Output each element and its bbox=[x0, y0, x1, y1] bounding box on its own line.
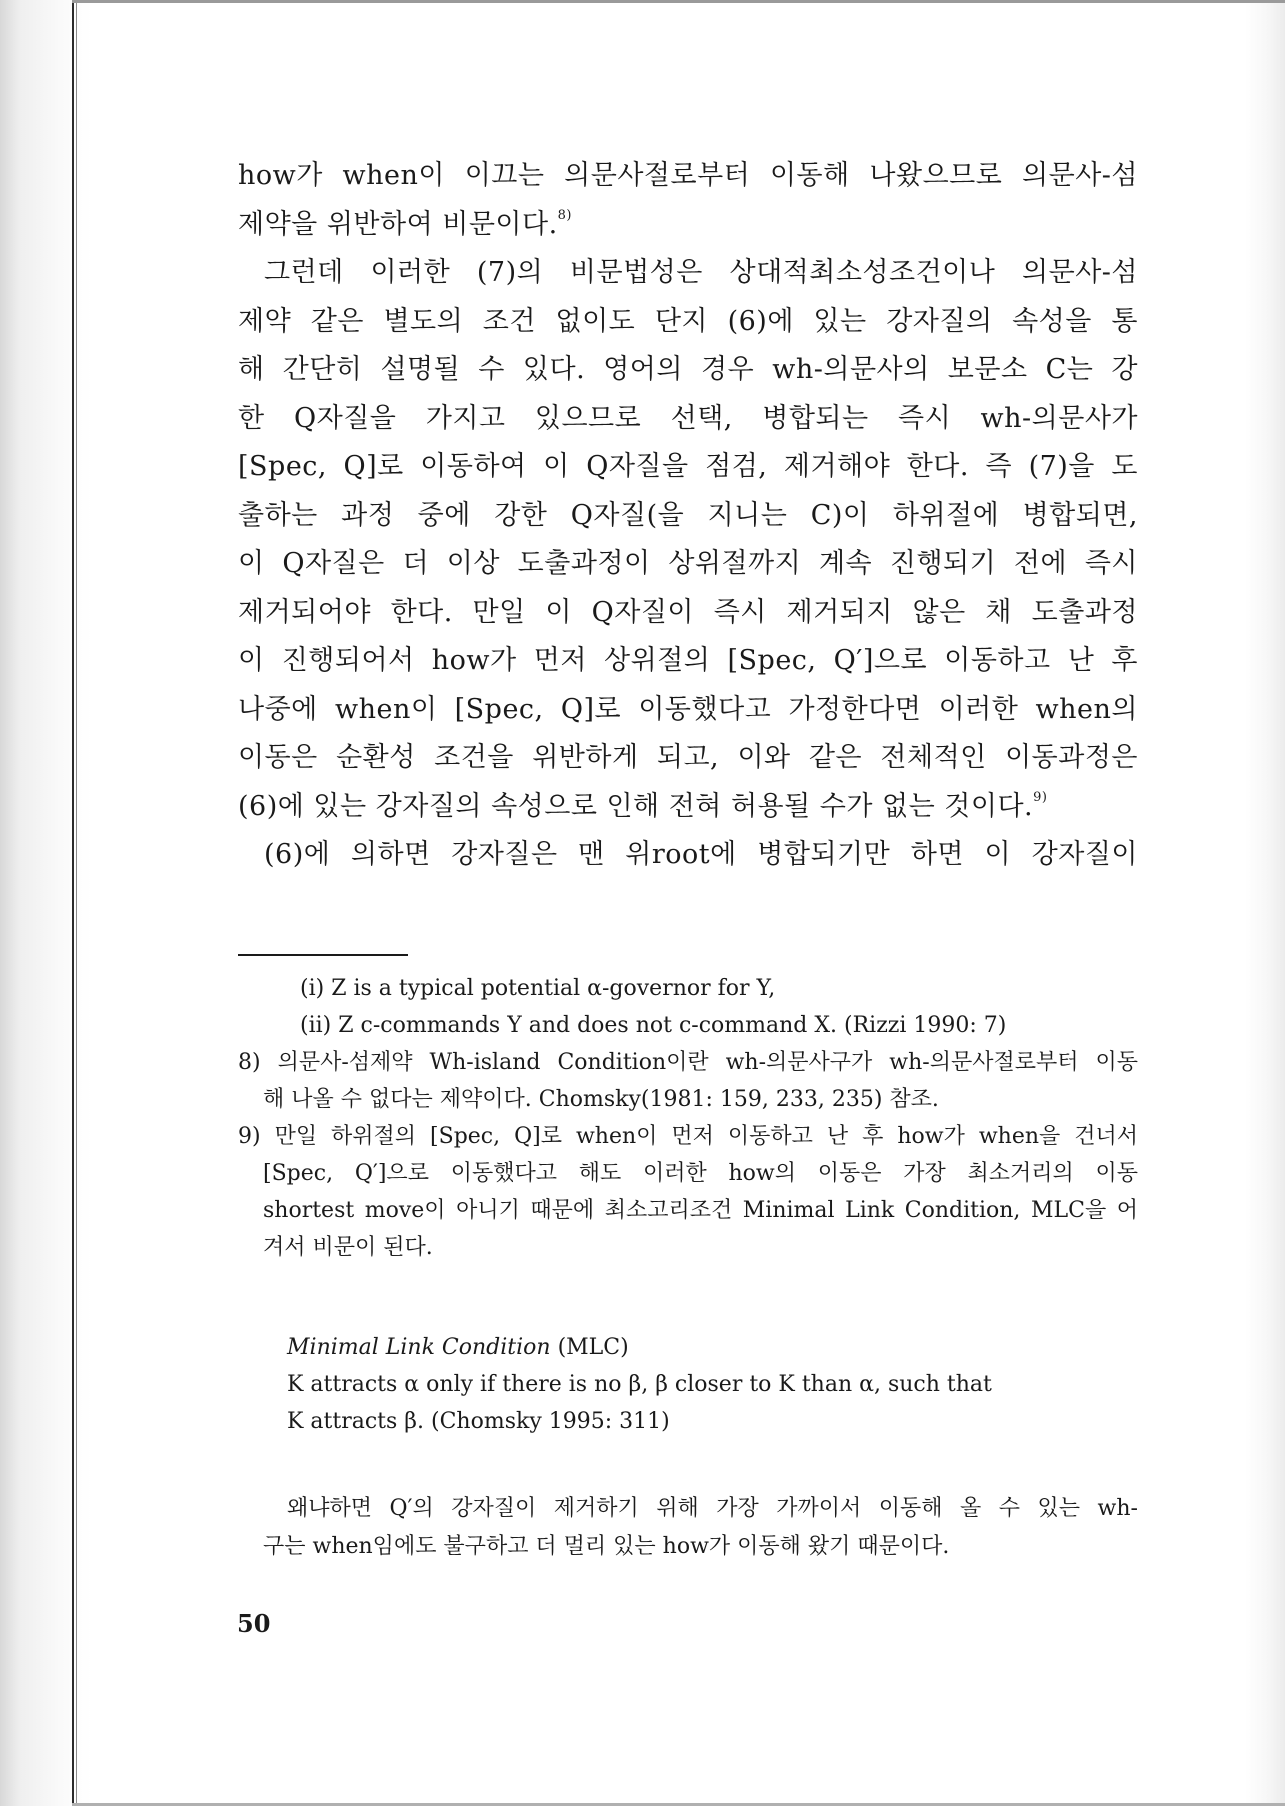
body-line: 이 Q자질은 더 이상 도출과정이 상위절까지 계속 진행되기 전에 즉시 bbox=[238, 548, 1138, 579]
footnote-8-cont: 해 나올 수 없다는 제약이다. Chomsky(1981: 159, 233, 235) 참조. bbox=[263, 1087, 939, 1112]
body-line: how가 when이 이끄는 의문사절로부터 이동해 나왔으므로 의문사-섬 bbox=[238, 160, 1138, 191]
mlc-title: Minimal Link Condition (MLC) bbox=[287, 1335, 629, 1360]
mlc-definition bbox=[287, 1329, 1067, 1440]
footnote-continuation-i: (i) Z is a typical potential α-governor for Y, bbox=[300, 976, 776, 1001]
footnote-9: 9) 만일 하위절의 [Spec, Q]로 when이 먼저 이동하고 난 후 how가 when을 건너서 bbox=[238, 1124, 1138, 1149]
footnote-9-cont: 겨서 비문이 된다. bbox=[263, 1235, 433, 1260]
body-line: (6)에 의하면 강자질은 맨 위root에 병합되기만 하면 이 강자질이 bbox=[264, 839, 1138, 870]
body-line: 해 간단히 설명될 수 있다. 영어의 경우 wh-의문사의 보문소 C는 강 bbox=[238, 354, 1138, 385]
page-edge-inner bbox=[76, 0, 77, 1806]
tail-line: 구는 when임에도 불구하고 더 멀리 있는 how가 이동해 왔기 때문이다. bbox=[263, 1534, 950, 1559]
footnotes bbox=[238, 970, 1138, 1266]
body-line: 그런데 이러한 (7)의 비문법성은 상대적최소성조건이나 의문사-섬 bbox=[264, 257, 1138, 288]
body-line: 출하는 과정 중에 강한 Q자질(을 지니는 C)이 하위절에 병합되면, bbox=[238, 499, 1138, 531]
footnote-mark-8[interactable]: 8) bbox=[557, 207, 572, 223]
body-line: [Spec, Q]로 이동하여 이 Q자질을 점검, 제거해야 한다. 즉 (7)을 도 bbox=[238, 451, 1138, 482]
body-line: 나중에 when이 [Spec, Q]로 이동했다고 가정한다면 이러한 when의 bbox=[238, 693, 1138, 725]
footnote-9-cont: shortest move이 아니기 때문에 최소고리조건 Minimal Link Condition, MLC을 어 bbox=[263, 1198, 1138, 1223]
footnote-mark-9[interactable]: 9) bbox=[1033, 789, 1048, 805]
page-gutter-shadow bbox=[0, 0, 92, 1806]
body-line: 제약을 위반하여 비문이다.$^{8)}$ bbox=[238, 207, 572, 240]
tail-line: 왜냐하면 Q′의 강자질이 제거하기 위해 가장 가까이서 이동해 올 수 있는 wh- bbox=[287, 1496, 1138, 1521]
page-number: 50 bbox=[237, 1609, 271, 1638]
footnote-rule bbox=[238, 954, 408, 956]
body-line: (6)에 있는 강자질의 속성으로 인해 전혀 허용될 수가 없는 것이다.$^{9)}$ bbox=[238, 789, 1048, 822]
footnote-9-cont: [Spec, Q′]으로 이동했다고 해도 이러한 how의 이동은 가장 최소거리의 이동 bbox=[263, 1161, 1138, 1186]
body-line: 한 Q자질을 가지고 있으므로 선택, 병합되는 즉시 wh-의문사가 bbox=[238, 402, 1138, 434]
page-edge bbox=[72, 0, 74, 1806]
page-top-edge bbox=[72, 0, 1285, 3]
body-text bbox=[238, 152, 1138, 880]
mlc-line: K attracts β. (Chomsky 1995: 311) bbox=[287, 1409, 670, 1434]
body-line: 제약 같은 별도의 조건 없이도 단지 (6)에 있는 강자질의 속성을 통 bbox=[238, 305, 1138, 337]
footnote-9-tail bbox=[263, 1490, 1138, 1566]
footnote-8: 8) 의문사-섬제약 Wh-island Condition이란 wh-의문사구가 wh-의문사절로부터 이동 bbox=[238, 1050, 1138, 1075]
body-line: 제거되어야 한다. 만일 이 Q자질이 즉시 제거되지 않은 채 도출과정 bbox=[238, 596, 1138, 628]
body-line: 이동은 순환성 조건을 위반하게 되고, 이와 같은 전체적인 이동과정은 bbox=[238, 742, 1138, 773]
body-line: 이 진행되어서 how가 먼저 상위절의 [Spec, Q′]으로 이동하고 난 후 bbox=[238, 645, 1138, 676]
footnote-continuation-ii: (ii) Z c-commands Y and does not c-command X. (Rizzi 1990: 7) bbox=[300, 1013, 1007, 1038]
page-right-shadow bbox=[1245, 0, 1285, 1806]
mlc-line: K attracts α only if there is no β, β closer to K than α, such that bbox=[287, 1372, 992, 1397]
